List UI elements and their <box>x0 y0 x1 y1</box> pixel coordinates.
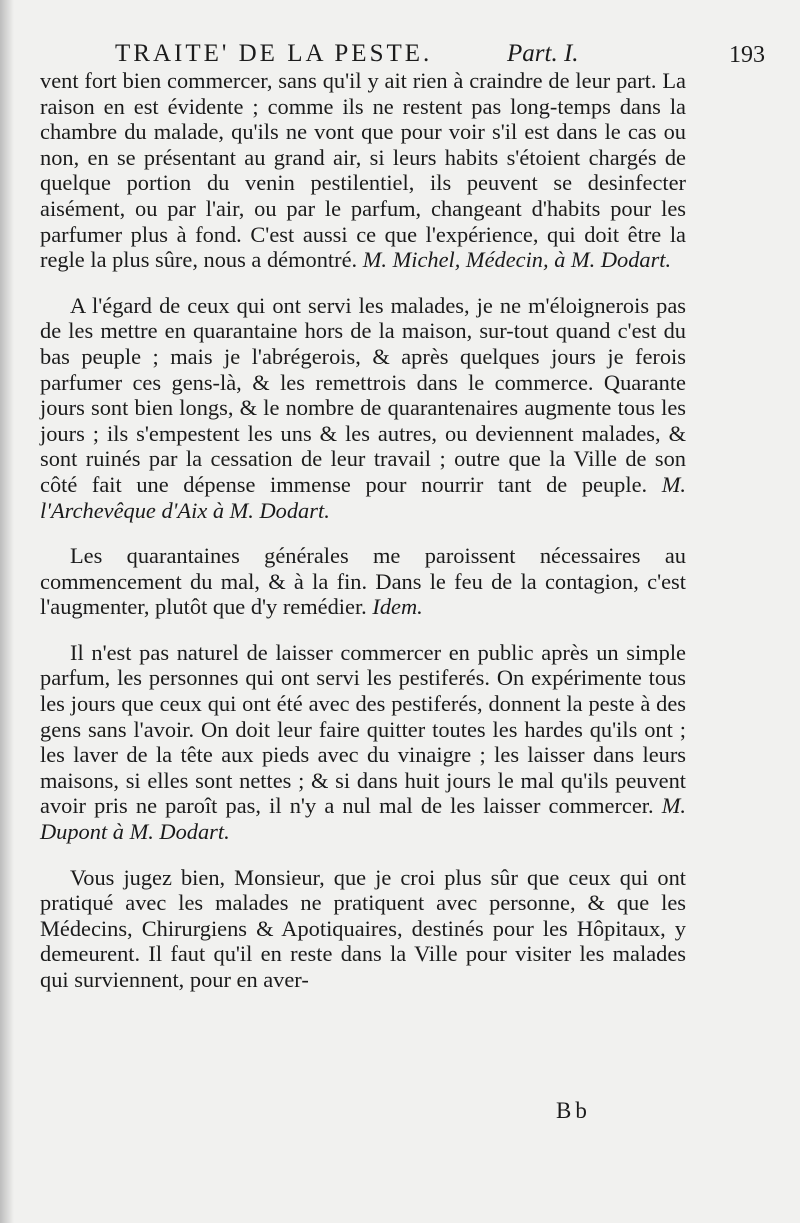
page-number: 193 <box>729 42 765 68</box>
signature-mark: Bb <box>556 1098 591 1123</box>
part-label: Part. I. <box>507 40 579 67</box>
paragraph-3 <box>40 543 686 620</box>
body-text <box>40 68 686 1013</box>
paragraph-3-citation: Idem. <box>372 594 423 620</box>
paragraph-2-citation: M. l'Archevêque d'Aix à M. Dodart. <box>40 471 686 523</box>
running-title: TRAITE' DE LA PESTE. <box>115 40 433 67</box>
paragraph-4-citation: M. Dupont à M. Dodart. <box>40 793 686 845</box>
paragraph-4 <box>40 640 686 845</box>
paragraph-2 <box>40 293 686 523</box>
paragraph-1-citation: M. Michel, Médecin, à M. Dodart. <box>362 247 672 273</box>
paragraph-5 <box>40 865 686 993</box>
paragraph-1-text: vent fort bien commercer, sans qu'il y ait rien à craindre de leur part. La raison en est évidente ; comme ils ne restent pas long-temps dans la chambre du malade, qu'ils ne vont que pour voir s'il est dans le cas ou non, en se présentant au grand air, si leurs habits s'étoient chargés de quelque portion du venin pestilentiel, ils peuvent se desinfecter aisément, ou par l'air, ou par le parfum, changeant d'habits pour les parfumer plus à fond. C'est aussi ce que l'expérience, qui doit être la regle la plus sûre, nous a démontré. <box>40 68 686 273</box>
paragraph-4-text: Il n'est pas naturel de laisser commercer en public après un simple parfum, les personnes qui ont servi les pestiferés. On expérimente tous les jours que ceux qui ont été avec des pestiferés, donnent la peste à des gens sans l'avoir. On doit leur faire quitter toutes les hardes qu'ils ont ; les laver de la tête aux pieds avec du vinaigre ; les laisser dans leurs maisons, si elles sont nettes ; & si dans huit jours le mal qu'ils peuvent avoir pris ne paroît pas, il n'y a nul mal de les laisser commercer. <box>40 639 686 819</box>
paragraph-1 <box>40 68 686 273</box>
paragraph-2-text: A l'égard de ceux qui ont servi les malades, je ne m'éloignerois pas de les mettre en quarantaine hors de la maison, sur-tout quand c'est du bas peuple ; mais je l'abrégerois, & après quelques jours je ferois parfumer ces gens-là, & les remettrois dans le commerce. Quarante jours sont bien longs, & le nombre de quarantenaires augmente tous les jours ; ils s'empestent les uns & les autres, ou deviennent malades, & sont ruinés par la cessation de leur travail ; outre que la Ville de son côté fait une dépense immense pour nourrir tant de peuple. <box>40 292 686 497</box>
paragraph-3-text: Les quarantaines générales me paroissent nécessaires au commencement du mal, & à la fin. Dans le feu de la contagion, c'est l'augmenter, plutôt que d'y remédier. <box>40 543 686 620</box>
paragraph-5-text: Vous jugez bien, Monsieur, que je croi plus sûr que ceux qui ont pratiqué avec les malades ne pratiquent avec personne, & que les Médecins, Chirurgiens & Apotiquaires, destinés pour les Hôpitaux, y demeurent. Il faut qu'il en reste dans la Ville pour visiter les malades qui surviennent, pour en aver- <box>40 864 686 992</box>
